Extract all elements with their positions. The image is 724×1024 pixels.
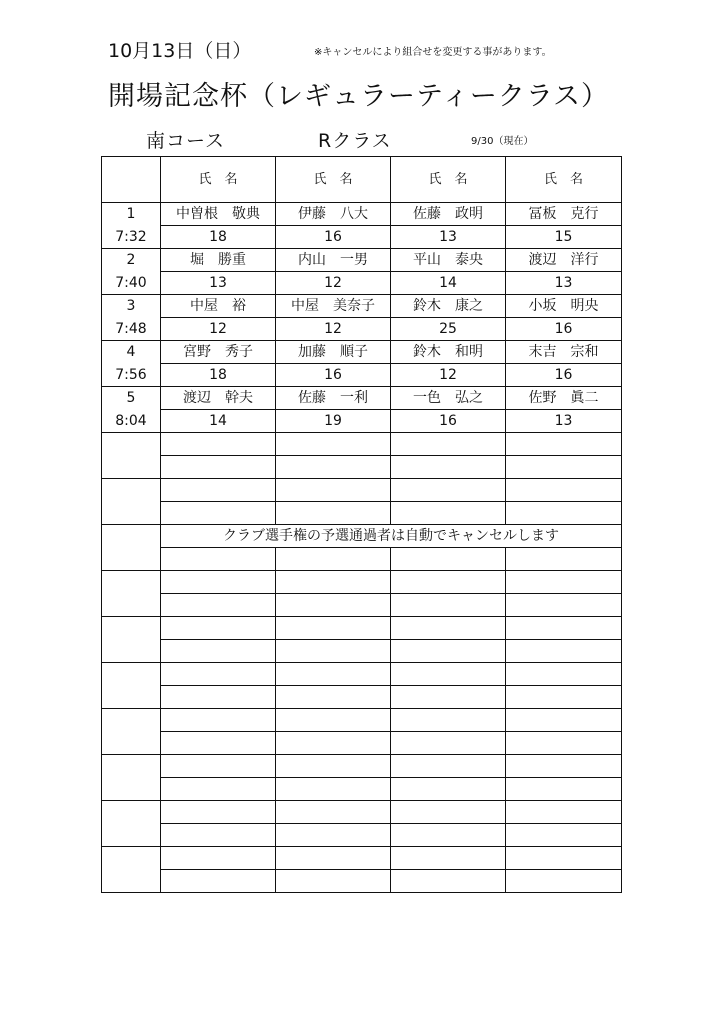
player-handicap: 25 [391,318,506,341]
empty-cell [391,686,506,709]
empty-cell [391,502,506,525]
player-name: 中屋 美奈子 [276,295,391,318]
empty-cell [102,479,161,502]
empty-cell [276,502,391,525]
empty-cell [276,870,391,893]
group-number: 4 [102,341,161,364]
player-name: 佐藤 一利 [276,387,391,410]
empty-cell [161,686,276,709]
empty-cell [161,755,276,778]
player-handicap: 12 [391,364,506,387]
empty-cell [102,847,161,870]
tee-time: 7:56 [102,364,161,387]
empty-cell [161,801,276,824]
empty-cell [161,732,276,755]
tee-time: 7:32 [102,226,161,249]
empty-cell [506,594,622,617]
empty-row [102,686,622,709]
tee-time: 7:40 [102,272,161,295]
empty-cell [506,479,622,502]
empty-cell [391,548,506,571]
date-label: 10月13日（日） [108,40,252,62]
empty-row [102,663,622,686]
empty-cell [276,663,391,686]
empty-cell [102,709,161,732]
empty-cell [102,870,161,893]
empty-cell [102,663,161,686]
empty-cell [102,824,161,847]
note-row [102,525,622,548]
empty-row [102,479,622,502]
empty-cell [391,433,506,456]
player-handicap: 12 [276,318,391,341]
empty-cell [506,732,622,755]
empty-cell [506,824,622,847]
empty-cell [506,548,622,571]
player-handicap: 12 [276,272,391,295]
empty-cell [506,755,622,778]
group-number: 2 [102,249,161,272]
player-name: 堀 勝重 [161,249,276,272]
player-handicap: 13 [391,226,506,249]
empty-cell [161,502,276,525]
empty-cell [276,456,391,479]
pairing-table [101,156,622,893]
empty-cell [102,502,161,525]
table-row [102,318,622,341]
table-row [102,226,622,249]
player-name: 宮野 秀子 [161,341,276,364]
empty-cell [391,479,506,502]
table-row [102,203,622,226]
empty-cell [506,640,622,663]
empty-cell [506,870,622,893]
empty-cell [161,778,276,801]
empty-cell [506,847,622,870]
empty-cell [161,433,276,456]
empty-cell [506,456,622,479]
empty-cell [161,847,276,870]
empty-cell [391,640,506,663]
player-name: 中曽根 敬典 [161,203,276,226]
as-of-date: 9/30（現在） [471,136,534,147]
empty-cell [506,709,622,732]
empty-row [102,870,622,893]
empty-cell [391,617,506,640]
empty-cell [506,433,622,456]
player-handicap: 19 [276,410,391,433]
name-column-header: 氏 名 [276,157,391,203]
empty-cell [276,847,391,870]
table-row [102,295,622,318]
player-handicap: 14 [161,410,276,433]
empty-cell [102,778,161,801]
empty-cell [102,548,161,571]
player-name: 末吉 宗和 [506,341,622,364]
empty-cell [506,617,622,640]
table-header-row [102,157,622,203]
table-row [102,364,622,387]
empty-row [102,778,622,801]
empty-cell [276,617,391,640]
empty-cell [161,594,276,617]
player-name: 内山 一男 [276,249,391,272]
name-column-header: 氏 名 [391,157,506,203]
player-handicap: 12 [161,318,276,341]
empty-cell [276,732,391,755]
player-handicap: 13 [161,272,276,295]
empty-row [102,548,622,571]
empty-cell [102,571,161,594]
club-championship-note: クラブ選手権の予選通過者は自動でキャンセルします [161,525,622,548]
group-number: 3 [102,295,161,318]
tee-time: 8:04 [102,410,161,433]
empty-cell [506,663,622,686]
empty-row [102,709,622,732]
empty-cell [391,801,506,824]
name-column-header: 氏 名 [161,157,276,203]
empty-row [102,456,622,479]
empty-cell [276,433,391,456]
player-name: 鈴木 康之 [391,295,506,318]
empty-cell [506,801,622,824]
empty-cell [161,617,276,640]
empty-cell [102,617,161,640]
empty-cell [161,479,276,502]
player-name: 伊藤 八大 [276,203,391,226]
player-name: 鈴木 和明 [391,341,506,364]
player-name: 冨板 克行 [506,203,622,226]
empty-row [102,847,622,870]
empty-cell [391,870,506,893]
table-row [102,249,622,272]
table-row [102,272,622,295]
empty-cell [161,870,276,893]
empty-cell [161,663,276,686]
empty-cell [276,640,391,663]
empty-cell [276,709,391,732]
empty-cell [102,686,161,709]
empty-cell [276,686,391,709]
empty-cell [276,801,391,824]
empty-cell [506,502,622,525]
empty-cell [391,778,506,801]
empty-cell [391,824,506,847]
group-number: 1 [102,203,161,226]
empty-cell [276,548,391,571]
empty-row [102,755,622,778]
empty-cell [102,732,161,755]
player-handicap: 16 [506,364,622,387]
course-name: 南コース [146,130,226,152]
empty-cell [506,778,622,801]
table-row [102,387,622,410]
player-name: 中屋 裕 [161,295,276,318]
empty-cell [102,525,161,548]
empty-row [102,801,622,824]
empty-row [102,640,622,663]
player-name: 渡辺 幹夫 [161,387,276,410]
empty-cell [506,571,622,594]
empty-cell [391,847,506,870]
empty-cell [391,594,506,617]
player-name: 佐藤 政明 [391,203,506,226]
empty-cell [391,663,506,686]
empty-row [102,617,622,640]
page-title: 開場記念杯（レギュラーティークラス） [108,81,610,112]
empty-row [102,824,622,847]
empty-cell [391,571,506,594]
empty-cell [276,755,391,778]
empty-cell [276,571,391,594]
empty-row [102,732,622,755]
empty-row [102,594,622,617]
empty-cell [102,433,161,456]
empty-row [102,502,622,525]
empty-cell [506,686,622,709]
empty-cell [276,824,391,847]
empty-cell [102,755,161,778]
class-label: Rクラス [318,130,392,152]
player-handicap: 18 [161,364,276,387]
tee-time: 7:48 [102,318,161,341]
empty-cell [102,801,161,824]
name-column-header: 氏 名 [506,157,622,203]
empty-cell [102,456,161,479]
empty-cell [391,709,506,732]
player-handicap: 13 [506,410,622,433]
empty-cell [102,640,161,663]
group-column-header [102,157,161,203]
empty-cell [102,594,161,617]
player-handicap: 14 [391,272,506,295]
empty-cell [276,594,391,617]
empty-row [102,433,622,456]
table-row [102,410,622,433]
empty-cell [391,732,506,755]
empty-cell [161,571,276,594]
player-name: 渡辺 洋行 [506,249,622,272]
player-handicap: 15 [506,226,622,249]
player-name: 佐野 眞二 [506,387,622,410]
group-number: 5 [102,387,161,410]
empty-cell [391,456,506,479]
empty-cell [276,479,391,502]
player-name: 小坂 明央 [506,295,622,318]
empty-cell [161,456,276,479]
empty-cell [161,548,276,571]
table-row [102,341,622,364]
player-handicap: 16 [506,318,622,341]
empty-cell [161,709,276,732]
player-handicap: 18 [161,226,276,249]
cancellation-notice: ※キャンセルにより組合せを変更する事があります。 [314,47,552,58]
empty-cell [391,755,506,778]
empty-cell [161,824,276,847]
player-handicap: 13 [506,272,622,295]
player-handicap: 16 [391,410,506,433]
empty-row [102,571,622,594]
player-name: 加藤 順子 [276,341,391,364]
player-name: 一色 弘之 [391,387,506,410]
empty-cell [276,778,391,801]
player-name: 平山 泰央 [391,249,506,272]
player-handicap: 16 [276,364,391,387]
empty-cell [161,640,276,663]
player-handicap: 16 [276,226,391,249]
